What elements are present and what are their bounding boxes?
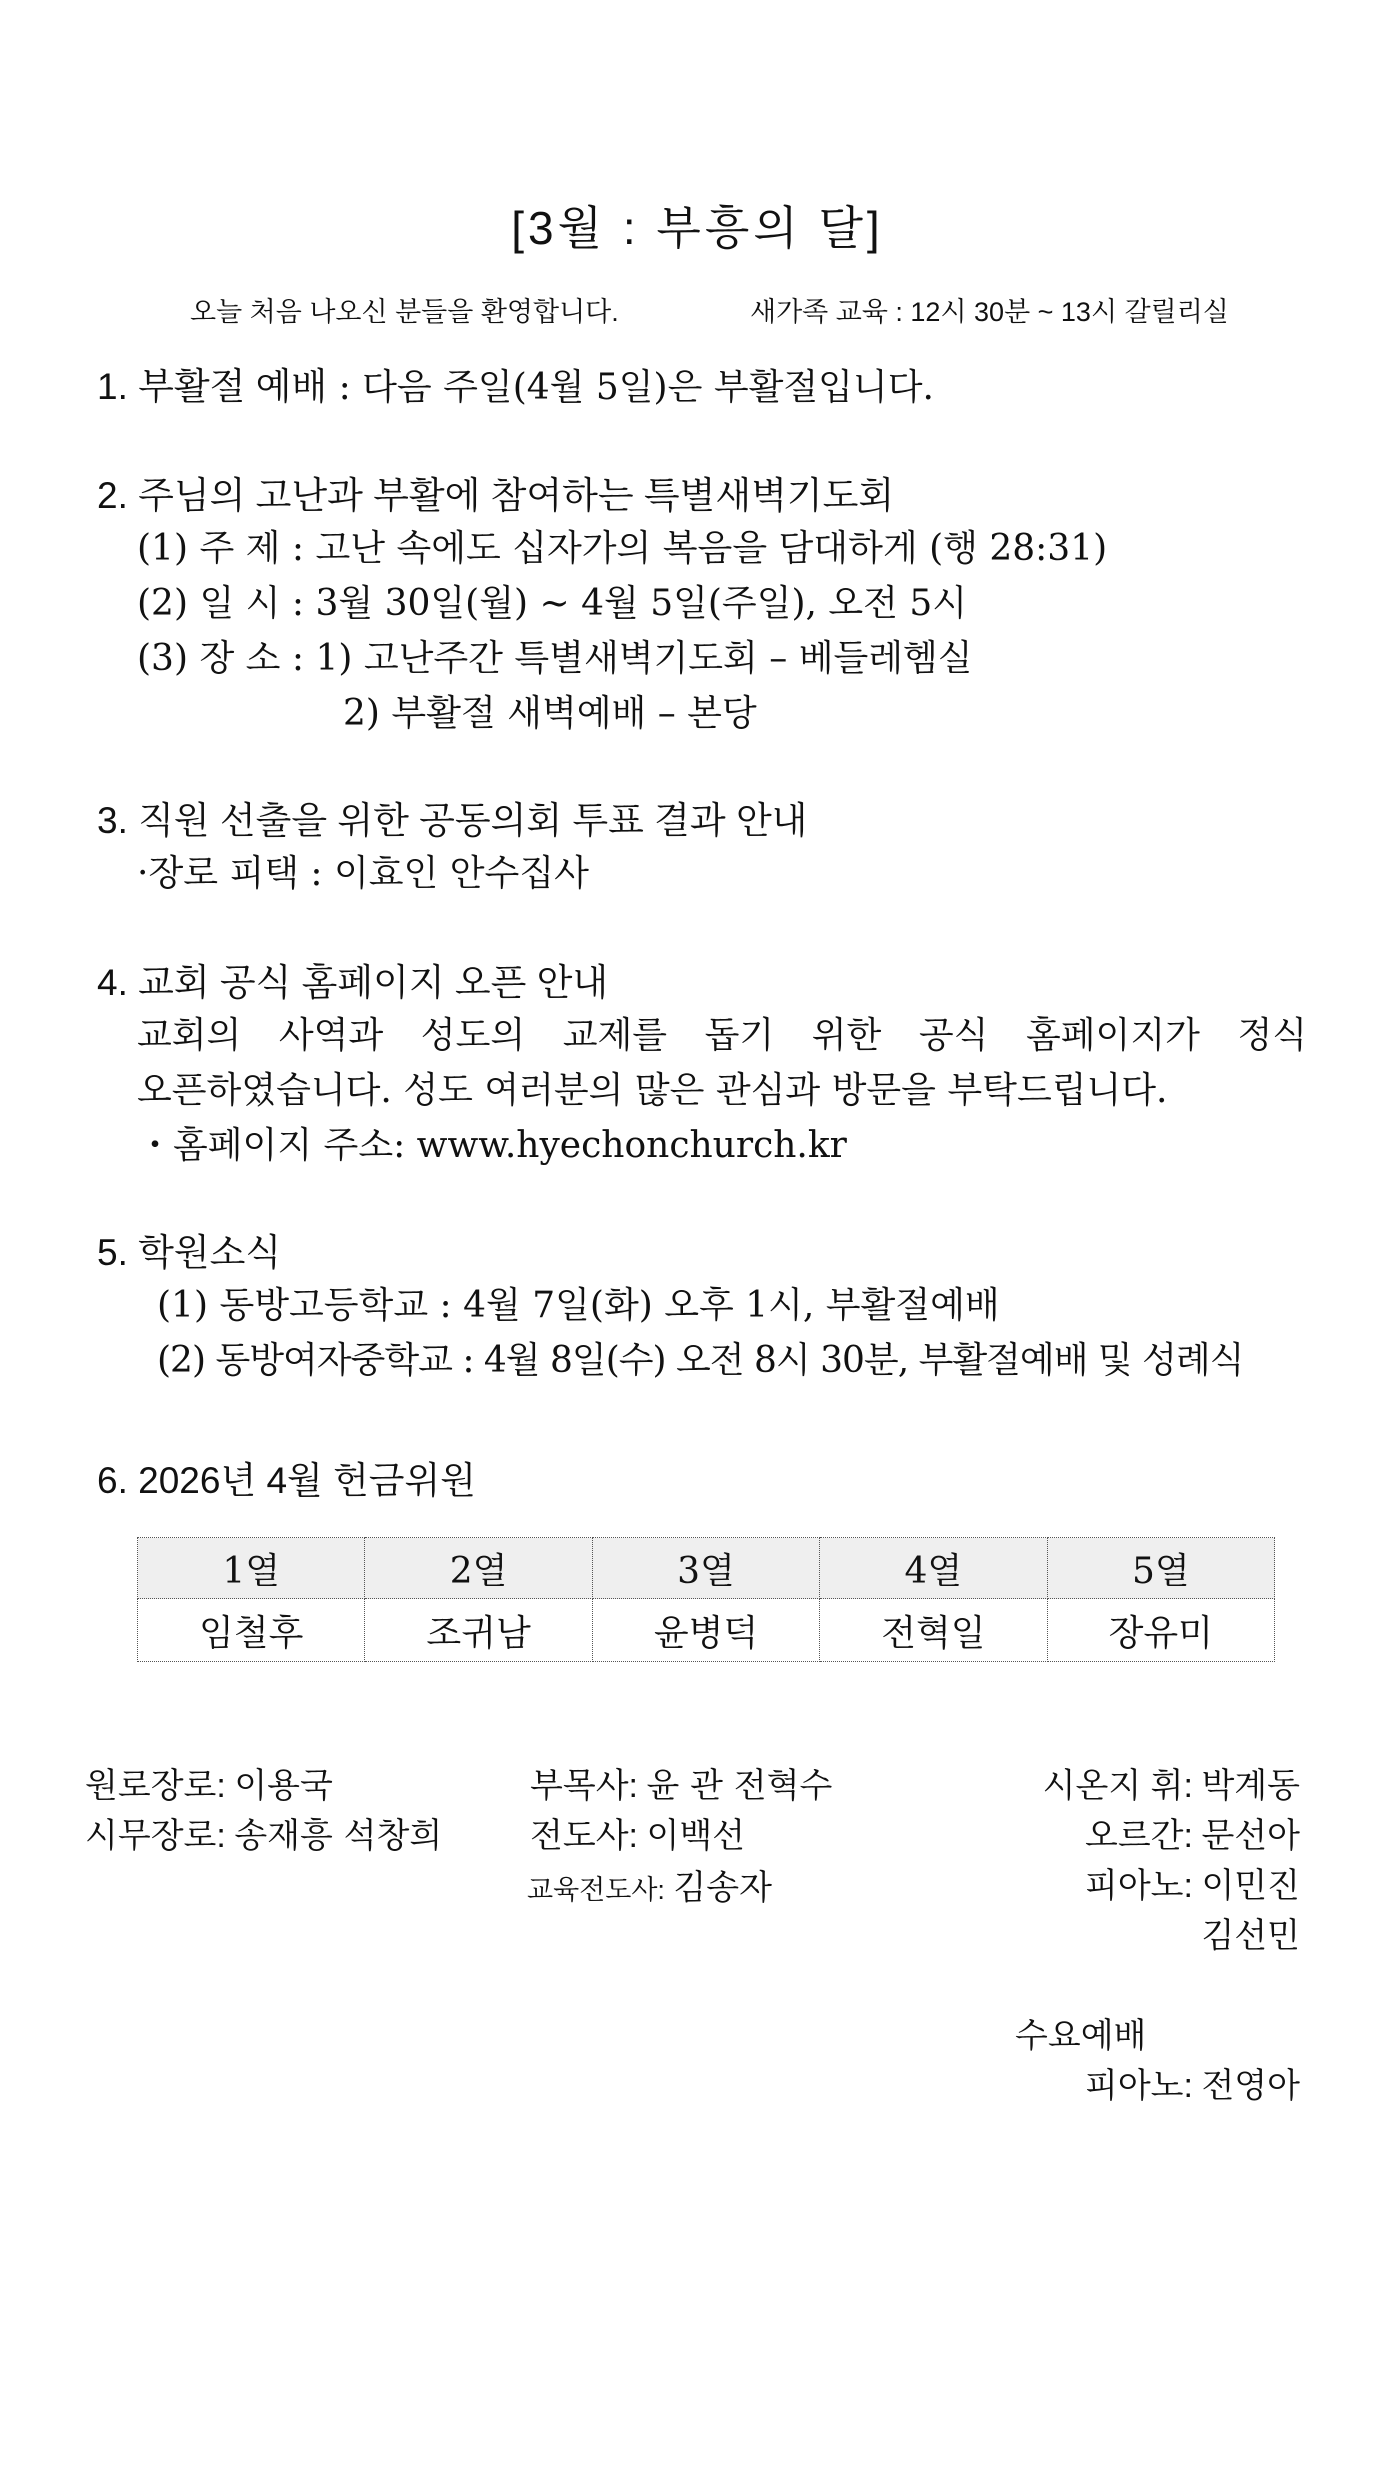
table-header-cell: 4열 (820, 1538, 1047, 1599)
table-cell: 전혁일 (820, 1599, 1047, 1662)
staff-value: 윤 관 전혁수 (646, 1766, 833, 1806)
item-2-line-3: (3) 장 소 : 1) 고난주간 특별새벽기도회 – 베들레헴실 (137, 638, 973, 679)
staff-value: 김송자 (673, 1868, 772, 1908)
item-2-line-4: 2) 부활절 새벽예배 – 본당 (343, 693, 757, 734)
staff-label: 시온지 휘: (1042, 1767, 1193, 1805)
table-header-row (138, 1538, 1275, 1599)
homepage-address: ・홈페이지 주소: www.hyechonchurch.kr (137, 1125, 847, 1166)
item-6-heading: 6. 2026년 4월 헌금위원 (97, 1460, 477, 1501)
staff-value: 문선아 (1201, 1816, 1300, 1856)
item-1-heading-text: : 다음 주일(4월 5일)은 부활절입니다. (327, 367, 934, 408)
table-header-cell: 1열 (138, 1538, 365, 1599)
staff-serving-elders (85, 1808, 442, 1857)
item-5-heading: 5. 학원소식 (97, 1232, 282, 1273)
staff-label: 피아노: (1084, 2067, 1193, 2105)
item-1-heading-label: 1. 부활절 예배 (97, 366, 328, 407)
staff-label: 원로장로: (85, 1767, 226, 1805)
staff-label: 부목사: (530, 1767, 638, 1805)
staff-evangelist (530, 1808, 745, 1857)
wednesday-pianist (900, 2058, 1300, 2107)
item-4-line-2: 오픈하였습니다. 성도 여러분의 많은 관심과 방문을 부탁드립니다. (137, 1070, 1168, 1111)
table-cell: 장유미 (1047, 1599, 1274, 1662)
table-header-cell: 2열 (365, 1538, 592, 1599)
offering-committee-table (137, 1537, 1275, 1662)
staff-label: 오르간: (1084, 1817, 1193, 1855)
staff-value: 이민진 (1201, 1866, 1300, 1906)
item-2-heading: 2. 주님의 고난과 부활에 참여하는 특별새벽기도회 (97, 475, 895, 516)
item-4-heading: 4. 교회 공식 홈페이지 오픈 안내 (97, 962, 609, 1003)
wednesday-service-label: 수요예배 (1015, 2017, 1147, 2055)
staff-education-evangelist (527, 1860, 772, 1909)
table-header-cell: 5열 (1047, 1538, 1274, 1599)
staff-label: 피아노: (1084, 1867, 1193, 1905)
item-1-heading (97, 356, 934, 410)
staff-value: 전영아 (1201, 2066, 1300, 2106)
new-family-notice: 새가족 교육 : 12시 30분 ~ 13시 갈릴리실 (750, 297, 1229, 327)
table-cell: 조귀남 (365, 1599, 592, 1662)
staff-label: 교육전도사: (527, 1875, 665, 1905)
item-5-line-1: (1) 동방고등학교 : 4월 7일(화) 오후 1시, 부활절예배 (157, 1285, 1000, 1326)
item-5-line-2: (2) 동방여자중학교 : 4월 8일(수) 오전 8시 30분, 부활절예배 및 성례식 (157, 1340, 1244, 1381)
staff-value: 이백선 (646, 1816, 746, 1856)
page-title: [3월 : 부흥의 달] (511, 202, 884, 254)
staff-label: 시무장로: (85, 1817, 226, 1855)
item-2-line-1: (1) 주 제 : 고난 속에도 십자가의 복음을 담대하게 (행 28:31) (137, 528, 1108, 569)
item-3-heading: 3. 직원 선출을 위한 공동의회 투표 결과 안내 (97, 800, 808, 841)
staff-value: 송재흥 석창희 (234, 1816, 443, 1856)
staff-pianist-2: 김선민 (1201, 1916, 1300, 1956)
item-4-line-1: 교회의 사역과 성도의 교제를 돕기 위한 공식 홈페이지가 정식 (137, 1015, 1307, 1056)
table-cell: 임철후 (138, 1599, 365, 1662)
staff-organist (900, 1808, 1300, 1857)
staff-associate-pastors (530, 1758, 832, 1807)
item-2-line-2: (2) 일 시 : 3월 30일(월) ~ 4월 5일(주일), 오전 5시 (137, 583, 968, 624)
table-header-cell: 3열 (592, 1538, 819, 1599)
staff-pianist (900, 1858, 1300, 1907)
table-row (138, 1599, 1275, 1662)
staff-emeritus-elder (85, 1758, 333, 1807)
item-3-line-1: ·장로 피택 : 이효인 안수집사 (137, 853, 589, 894)
staff-label: 전도사: (530, 1817, 638, 1855)
staff-value: 박계동 (1201, 1766, 1300, 1806)
staff-zion-choir-conductor (900, 1758, 1300, 1807)
staff-value: 이용국 (234, 1766, 333, 1806)
welcome-notice: 오늘 처음 나오신 분들을 환영합니다. (190, 297, 619, 327)
table-cell: 윤병덕 (592, 1599, 819, 1662)
